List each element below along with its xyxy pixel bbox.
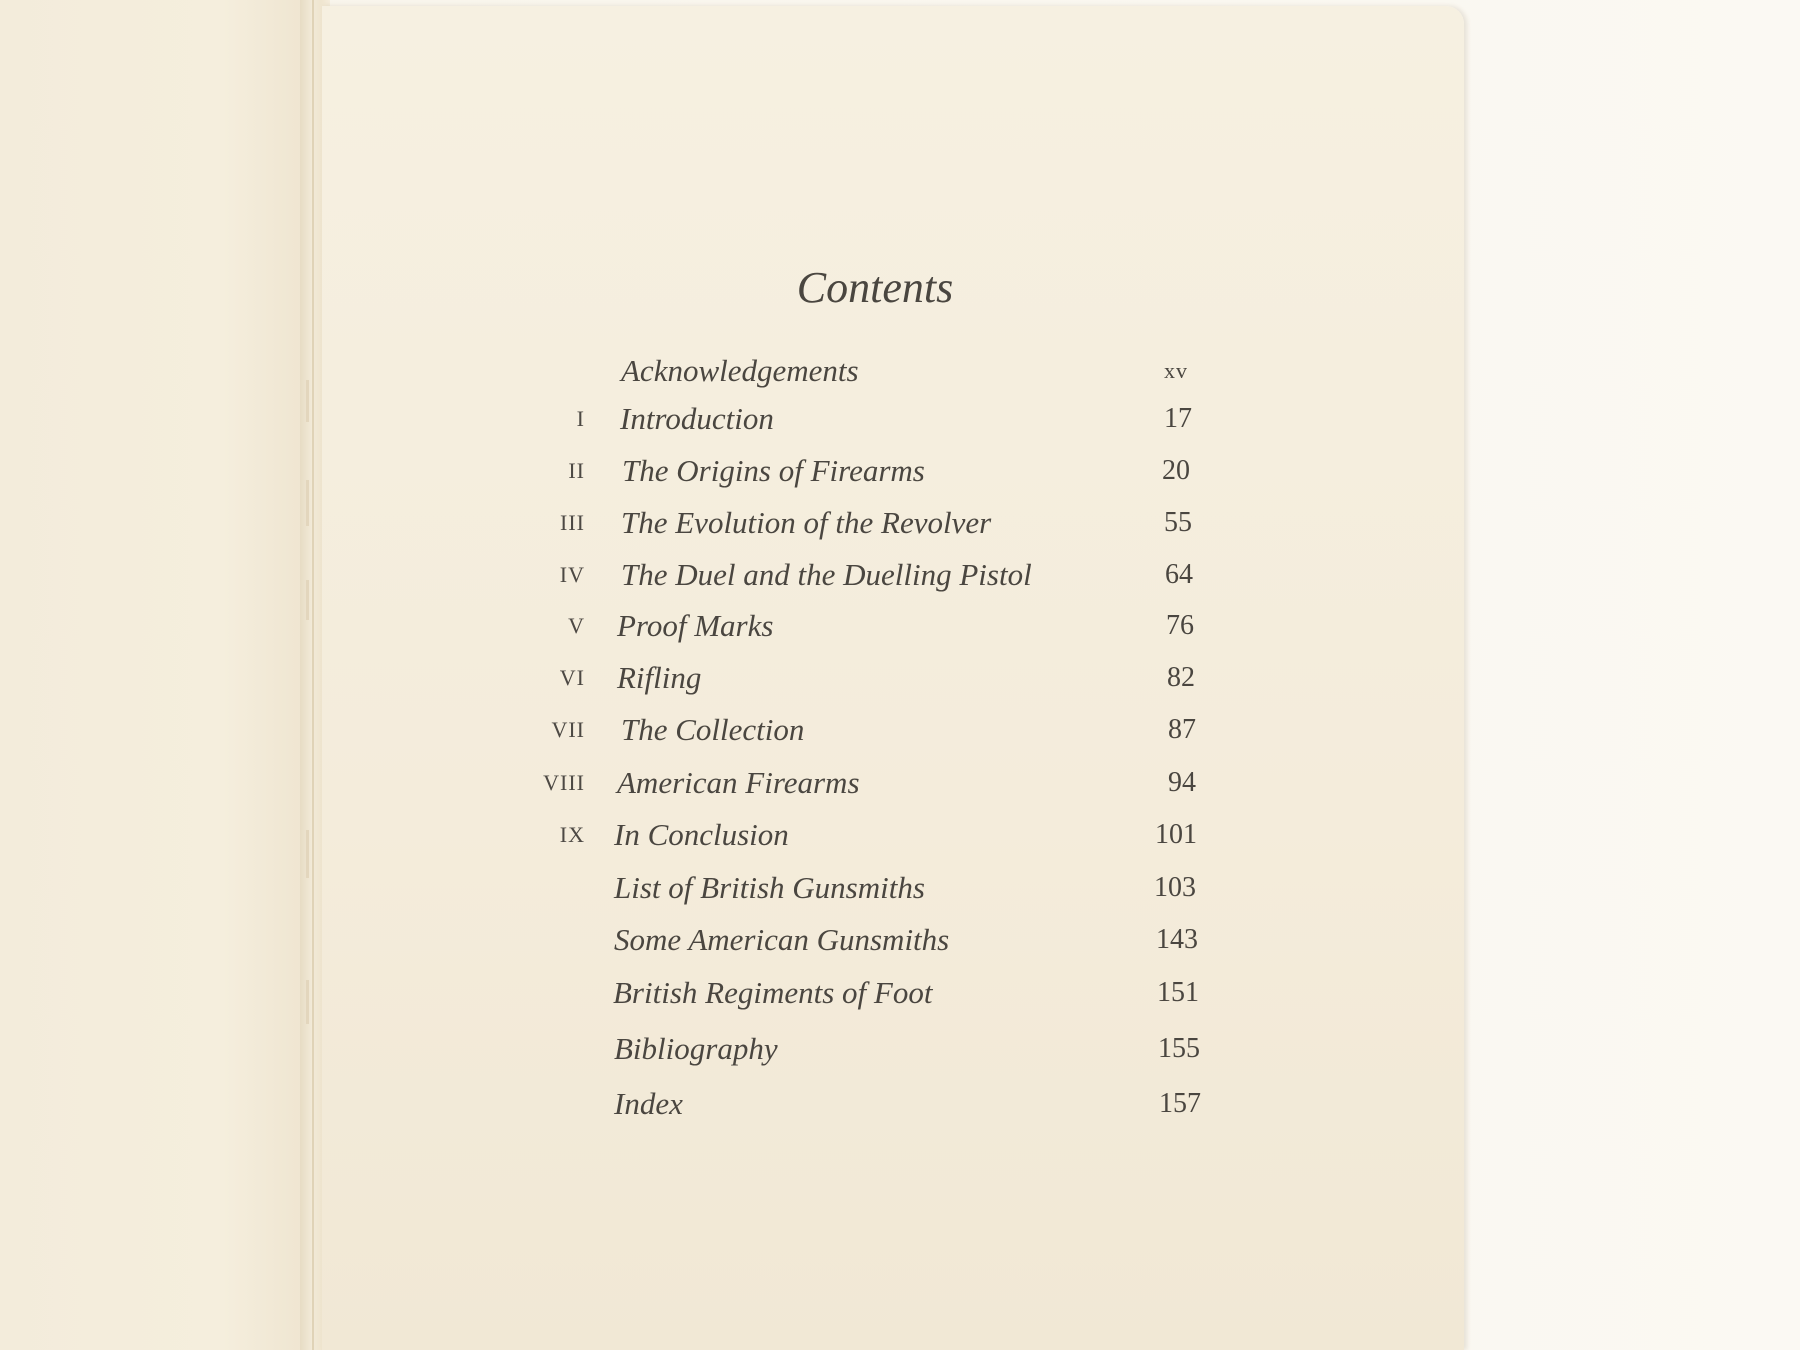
page-number: xv (1164, 358, 1188, 383)
toc-entry (0, 503, 1800, 543)
toc-entry (0, 451, 1800, 491)
toc-entry (0, 606, 1800, 646)
chapter-number: VI (559, 665, 585, 690)
chapter-number: VII (551, 717, 585, 742)
entry-title: The Origins of Firearms (622, 453, 925, 488)
contents-heading (700, 262, 1050, 313)
toc-entry (0, 1084, 1800, 1124)
entry-title: In Conclusion (614, 817, 789, 852)
entry-title: Acknowledgements (621, 353, 859, 388)
chapter-number: III (560, 510, 585, 535)
toc-entry (0, 399, 1800, 439)
entry-title: The Duel and the Duelling Pistol (621, 557, 1032, 592)
toc-entry (0, 710, 1800, 750)
page-number: 151 (1157, 977, 1199, 1008)
entry-title: Rifling (617, 660, 702, 695)
entry-title: Index (614, 1086, 683, 1121)
page-number: 103 (1154, 872, 1196, 903)
page-number: 87 (1168, 714, 1196, 745)
page-number: 82 (1167, 662, 1195, 693)
entry-title: Some American Gunsmiths (614, 922, 950, 957)
page-number: 20 (1162, 455, 1190, 486)
entry-title: American Firearms (617, 765, 860, 800)
toc-entry (0, 658, 1800, 698)
toc-entry (0, 868, 1800, 908)
entry-title: Introduction (620, 401, 774, 436)
toc-entry (0, 1029, 1800, 1069)
chapter-number: I (576, 406, 585, 431)
chapter-number: IV (559, 562, 585, 587)
page-title: Contents (796, 263, 954, 312)
page-number: 55 (1164, 507, 1192, 538)
toc-entry (0, 555, 1800, 595)
entry-title: List of British Gunsmiths (614, 870, 925, 905)
chapter-number: V (568, 613, 585, 638)
entry-title: British Regiments of Foot (613, 975, 933, 1010)
entry-title: The Evolution of the Revolver (621, 505, 992, 540)
page-number: 157 (1159, 1088, 1201, 1119)
toc-entry (0, 763, 1800, 803)
page-number: 94 (1168, 767, 1196, 798)
entry-title: The Collection (621, 712, 805, 747)
chapter-number: II (568, 458, 585, 483)
entry-title: Bibliography (614, 1031, 778, 1066)
page-number: 76 (1166, 610, 1194, 641)
page-number: 143 (1156, 924, 1198, 955)
toc-entry (0, 920, 1800, 960)
toc-entry (0, 973, 1800, 1013)
page-number: 155 (1158, 1033, 1200, 1064)
page-number: 17 (1164, 403, 1192, 434)
chapter-number: VIII (543, 770, 585, 795)
entry-title: Proof Marks (617, 608, 774, 643)
toc-entry (0, 815, 1800, 855)
chapter-number: IX (559, 822, 585, 847)
page-number: 64 (1165, 559, 1193, 590)
toc-entry (0, 351, 1800, 391)
page-number: 101 (1155, 819, 1197, 850)
